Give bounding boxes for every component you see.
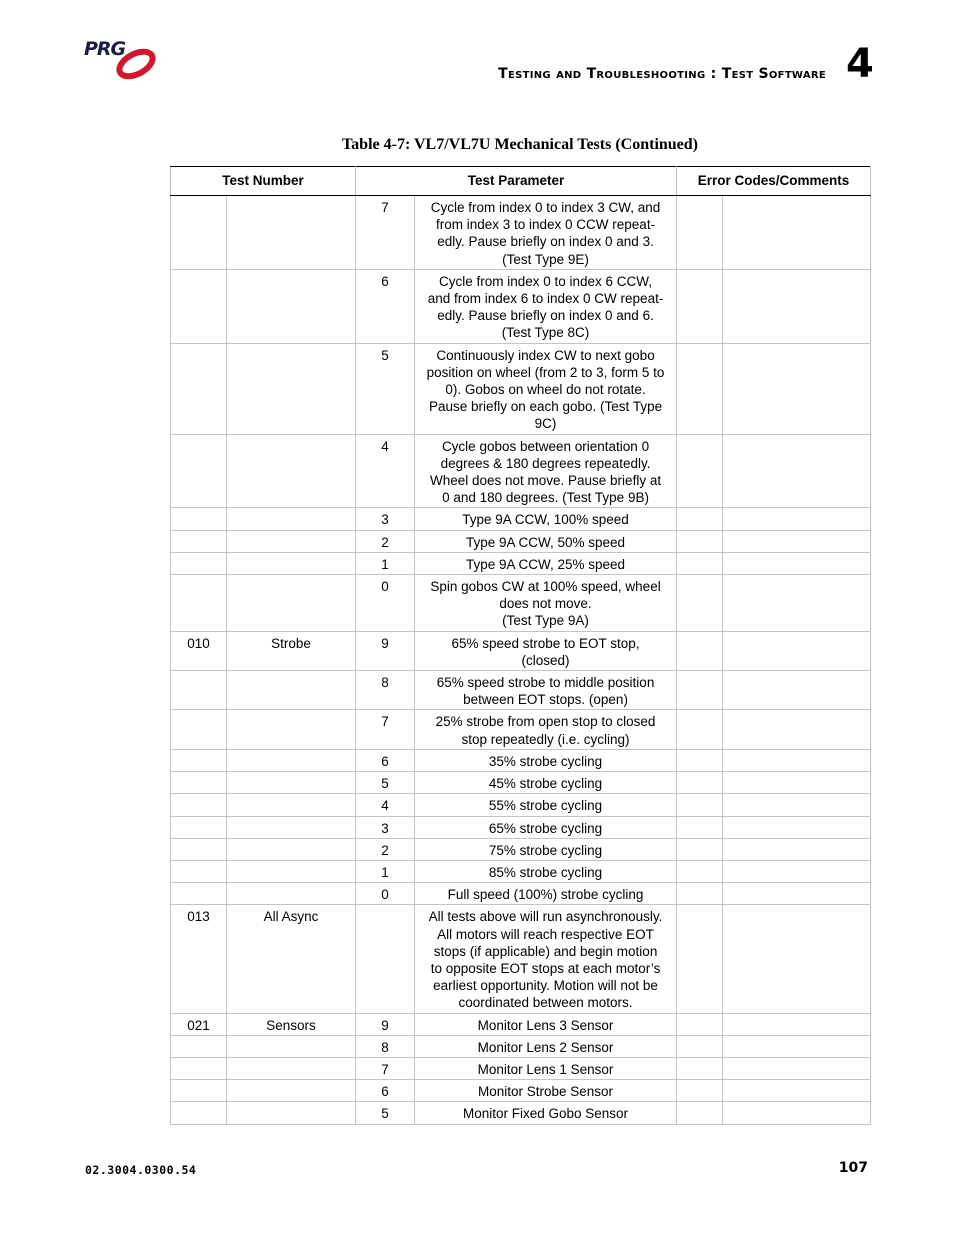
error-code-cell (677, 508, 723, 530)
test-name-cell (227, 710, 356, 749)
test-number-cell (171, 269, 227, 343)
test-name-cell (227, 671, 356, 710)
test-name-cell (227, 269, 356, 343)
parameter-number-cell: 8 (356, 671, 415, 710)
test-name-cell: Strobe (227, 631, 356, 670)
parameter-number-cell: 6 (356, 1080, 415, 1102)
parameter-number-cell: 6 (356, 269, 415, 343)
test-number-cell (171, 710, 227, 749)
parameter-number-cell: 5 (356, 1102, 415, 1124)
test-name-cell (227, 794, 356, 816)
table-row (171, 575, 871, 632)
parameter-description-cell: 75% strobe cycling (415, 838, 677, 860)
parameter-description-cell: Monitor Lens 1 Sensor (415, 1057, 677, 1079)
table-row (171, 196, 871, 270)
test-number-cell (171, 434, 227, 508)
error-code-cell (677, 530, 723, 552)
test-name-cell (227, 508, 356, 530)
test-name-cell (227, 883, 356, 905)
page-number: 107 (838, 1160, 868, 1176)
test-number-cell (171, 343, 227, 434)
comment-cell (723, 749, 871, 771)
comment-cell (723, 816, 871, 838)
parameter-number-cell (356, 905, 415, 1013)
parameter-description-cell: Monitor Fixed Gobo Sensor (415, 1102, 677, 1124)
error-code-cell (677, 883, 723, 905)
error-code-cell (677, 772, 723, 794)
test-name-cell (227, 196, 356, 270)
parameter-description-cell: 45% strobe cycling (415, 772, 677, 794)
comment-cell (723, 575, 871, 632)
table-row (171, 816, 871, 838)
comment-cell (723, 905, 871, 1013)
comment-cell (723, 1035, 871, 1057)
error-code-cell (677, 1057, 723, 1079)
error-code-cell (677, 838, 723, 860)
parameter-number-cell: 1 (356, 860, 415, 882)
error-code-cell (677, 749, 723, 771)
comment-cell (723, 508, 871, 530)
table-row (171, 343, 871, 434)
comment-cell (723, 269, 871, 343)
parameter-description-cell: Cycle gobos between orientation 0 degrees & 180 degrees repeatedly. Wheel does not move. Pause briefly at 0 and 180 degrees. (Test Type 9B) (415, 434, 677, 508)
test-name-cell (227, 1035, 356, 1057)
test-name-cell (227, 530, 356, 552)
error-code-cell (677, 816, 723, 838)
parameter-number-cell: 9 (356, 1013, 415, 1035)
parameter-number-cell: 3 (356, 508, 415, 530)
comment-cell (723, 772, 871, 794)
parameter-number-cell: 5 (356, 772, 415, 794)
parameter-description-cell: Type 9A CCW, 25% speed (415, 552, 677, 574)
parameter-description-cell: 65% strobe cycling (415, 816, 677, 838)
error-code-cell (677, 434, 723, 508)
test-name-cell: All Async (227, 905, 356, 1013)
parameter-description-cell: 25% strobe from open stop to closed stop repeatedly (i.e. cycling) (415, 710, 677, 749)
error-code-cell (677, 710, 723, 749)
table-row (171, 1013, 871, 1035)
test-name-cell (227, 860, 356, 882)
table-row (171, 749, 871, 771)
parameter-description-cell: Monitor Strobe Sensor (415, 1080, 677, 1102)
parameter-description-cell: Type 9A CCW, 50% speed (415, 530, 677, 552)
header-error-codes: Error Codes/Comments (677, 167, 871, 196)
header-test-number: Test Number (171, 167, 356, 196)
parameter-description-cell: All tests above will run asynchronously. All motors will reach respective EOT stops (if applicable) and begin motion to opposite EOT stops at each motor’s earliest opportunity. Motion will not be coordinated between motors. (415, 905, 677, 1013)
comment-cell (723, 1057, 871, 1079)
table-row (171, 905, 871, 1013)
logo-text: PRG (84, 38, 126, 60)
table-row (171, 838, 871, 860)
parameter-description-cell: Monitor Lens 3 Sensor (415, 1013, 677, 1035)
table-row (171, 552, 871, 574)
error-code-cell (677, 794, 723, 816)
table-row (171, 1102, 871, 1124)
comment-cell (723, 1080, 871, 1102)
test-number-cell (171, 816, 227, 838)
comment-cell (723, 838, 871, 860)
parameter-number-cell: 2 (356, 530, 415, 552)
comment-cell (723, 860, 871, 882)
parameter-number-cell: 8 (356, 1035, 415, 1057)
test-number-cell (171, 530, 227, 552)
test-number-cell (171, 1102, 227, 1124)
table-caption: Table 4-7: VL7/VL7U Mechanical Tests (Continued) (341, 136, 699, 153)
error-code-cell (677, 1080, 723, 1102)
parameter-description-cell: Type 9A CCW, 100% speed (415, 508, 677, 530)
parameter-description-cell: 65% speed strobe to EOT stop, (closed) (415, 631, 677, 670)
error-code-cell (677, 905, 723, 1013)
table-row (171, 671, 871, 710)
parameter-description-cell: 65% speed strobe to middle position between EOT stops. (open) (415, 671, 677, 710)
mechanical-tests-table (170, 166, 871, 1125)
error-code-cell (677, 269, 723, 343)
error-code-cell (677, 1035, 723, 1057)
error-code-cell (677, 1013, 723, 1035)
table-row (171, 794, 871, 816)
comment-cell (723, 196, 871, 270)
test-number-cell (171, 838, 227, 860)
test-number-cell (171, 772, 227, 794)
parameter-number-cell: 5 (356, 343, 415, 434)
test-number-cell (171, 552, 227, 574)
parameter-number-cell: 6 (356, 749, 415, 771)
comment-cell (723, 631, 871, 670)
table-row (171, 434, 871, 508)
test-name-cell (227, 552, 356, 574)
table-row (171, 772, 871, 794)
test-name-cell (227, 434, 356, 508)
table-row (171, 1057, 871, 1079)
parameter-number-cell: 4 (356, 794, 415, 816)
parameter-description-cell: 85% strobe cycling (415, 860, 677, 882)
parameter-description-cell: Full speed (100%) strobe cycling (415, 883, 677, 905)
test-name-cell (227, 1080, 356, 1102)
test-number-cell (171, 508, 227, 530)
error-code-cell (677, 343, 723, 434)
logo-swoosh-icon (110, 42, 160, 84)
comment-cell (723, 343, 871, 434)
test-number-cell (171, 671, 227, 710)
parameter-number-cell: 1 (356, 552, 415, 574)
running-header: Testing and Troubleshooting : Test Software (498, 66, 826, 82)
parameter-number-cell: 0 (356, 575, 415, 632)
error-code-cell (677, 196, 723, 270)
chapter-number: 4 (846, 41, 874, 87)
comment-cell (723, 552, 871, 574)
test-name-cell (227, 343, 356, 434)
test-number-cell: 021 (171, 1013, 227, 1035)
test-number-cell (171, 749, 227, 771)
comment-cell (723, 671, 871, 710)
test-name-cell (227, 816, 356, 838)
test-number-cell (171, 575, 227, 632)
test-name-cell (227, 1057, 356, 1079)
parameter-number-cell: 2 (356, 838, 415, 860)
header-test-parameter: Test Parameter (356, 167, 677, 196)
test-number-cell (171, 860, 227, 882)
table-row (171, 269, 871, 343)
test-name-cell (227, 838, 356, 860)
comment-cell (723, 1013, 871, 1035)
comment-cell (723, 1102, 871, 1124)
table-row (171, 710, 871, 749)
test-number-cell (171, 1035, 227, 1057)
test-number-cell (171, 196, 227, 270)
error-code-cell (677, 1102, 723, 1124)
table-body (171, 196, 871, 1125)
test-name-cell (227, 772, 356, 794)
test-name-cell: Sensors (227, 1013, 356, 1035)
error-code-cell (677, 671, 723, 710)
comment-cell (723, 530, 871, 552)
parameter-number-cell: 7 (356, 196, 415, 270)
table-row (171, 860, 871, 882)
parameter-description-cell: 35% strobe cycling (415, 749, 677, 771)
error-code-cell (677, 552, 723, 574)
parameter-number-cell: 0 (356, 883, 415, 905)
table-header-row (171, 167, 871, 196)
table-row (171, 530, 871, 552)
test-number-cell (171, 1057, 227, 1079)
parameter-description-cell: Monitor Lens 2 Sensor (415, 1035, 677, 1057)
error-code-cell (677, 860, 723, 882)
document-number: 02.3004.0300.54 (85, 1163, 197, 1177)
test-number-cell (171, 1080, 227, 1102)
error-code-cell (677, 631, 723, 670)
test-number-cell: 013 (171, 905, 227, 1013)
test-name-cell (227, 575, 356, 632)
test-number-cell (171, 883, 227, 905)
comment-cell (723, 710, 871, 749)
parameter-description-cell: Cycle from index 0 to index 3 CW, and from index 3 to index 0 CCW repeat- edly. Pause briefly on index 0 and 3. (Test Type 9E) (415, 196, 677, 270)
parameter-number-cell: 7 (356, 1057, 415, 1079)
parameter-number-cell: 7 (356, 710, 415, 749)
error-code-cell (677, 575, 723, 632)
comment-cell (723, 434, 871, 508)
test-name-cell (227, 749, 356, 771)
comment-cell (723, 794, 871, 816)
comment-cell (723, 883, 871, 905)
parameter-number-cell: 4 (356, 434, 415, 508)
table-row (171, 1080, 871, 1102)
test-number-cell: 010 (171, 631, 227, 670)
parameter-number-cell: 3 (356, 816, 415, 838)
parameter-description-cell: Cycle from index 0 to index 6 CCW, and from index 6 to index 0 CW repeat- edly. Pause briefly on index 0 and 6. (Test Type 8C) (415, 269, 677, 343)
prg-logo (84, 38, 160, 84)
parameter-description-cell: Spin gobos CW at 100% speed, wheel does not move. (Test Type 9A) (415, 575, 677, 632)
parameter-number-cell: 9 (356, 631, 415, 670)
test-name-cell (227, 1102, 356, 1124)
table-row (171, 883, 871, 905)
table-row (171, 1035, 871, 1057)
test-number-cell (171, 794, 227, 816)
table-row (171, 508, 871, 530)
table-row (171, 631, 871, 670)
parameter-description-cell: Continuously index CW to next gobo position on wheel (from 2 to 3, form 5 to 0). Gobos on wheel do not rotate. Pause briefly on each gobo. (Test Type 9C) (415, 343, 677, 434)
parameter-description-cell: 55% strobe cycling (415, 794, 677, 816)
